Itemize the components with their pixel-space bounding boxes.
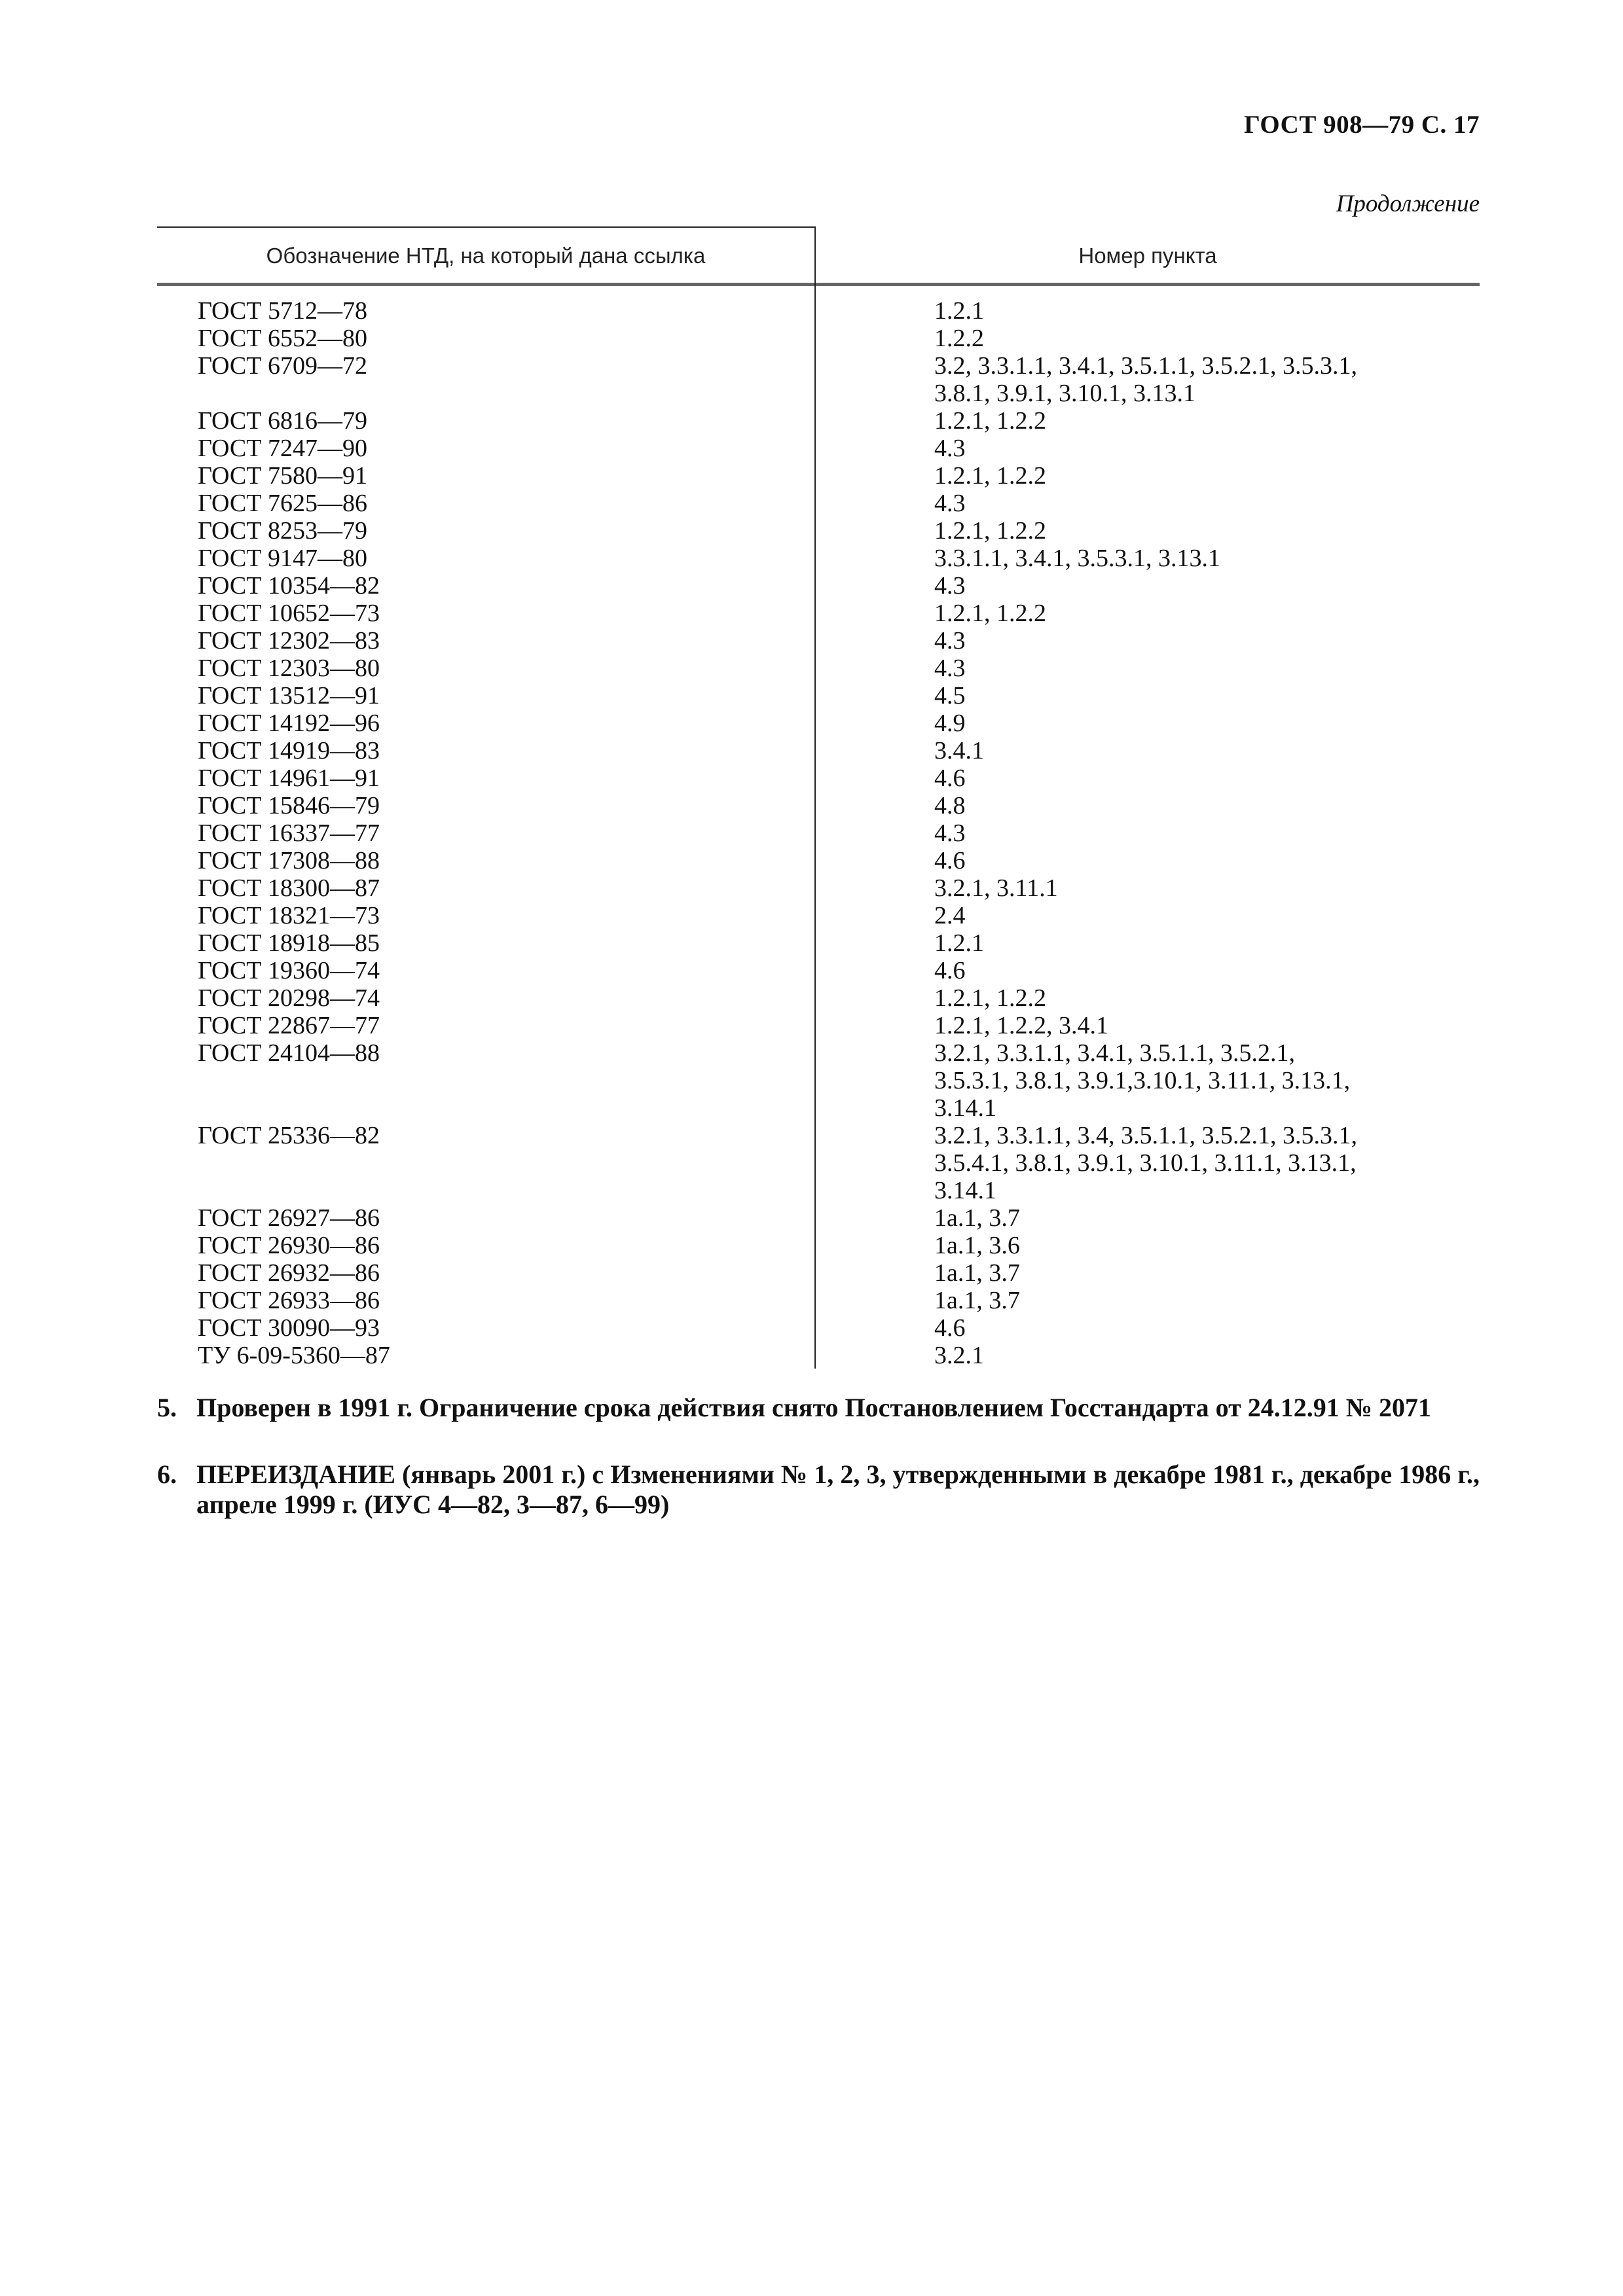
continuation-label: Продолжение bbox=[1336, 190, 1480, 217]
notes-section bbox=[157, 1393, 1480, 1556]
table-row bbox=[157, 1232, 1480, 1259]
document-designation: ГОСТ 15846—79 bbox=[198, 792, 380, 819]
clause-numbers: 4.6 bbox=[934, 764, 966, 792]
table-row bbox=[157, 1122, 1480, 1149]
clause-numbers: 4.3 bbox=[934, 819, 966, 847]
clause-numbers: 3.2.1 bbox=[934, 1342, 984, 1369]
document-designation: ГОСТ 25336—82 bbox=[198, 1122, 380, 1149]
table-row bbox=[157, 1067, 1480, 1094]
clause-numbers: 1а.1, 3.6 bbox=[934, 1232, 1020, 1259]
table-row bbox=[157, 957, 1480, 984]
clause-numbers: 2.4 bbox=[934, 902, 966, 929]
table-row bbox=[157, 627, 1480, 655]
clause-numbers: 3.14.1 bbox=[934, 1177, 996, 1204]
document-designation: ГОСТ 10652—73 bbox=[198, 600, 380, 627]
column-header-clause: Номер пункта bbox=[1078, 243, 1217, 268]
table-row bbox=[157, 655, 1480, 682]
document-designation: ГОСТ 5712—78 bbox=[198, 297, 367, 325]
table-row bbox=[157, 435, 1480, 462]
clause-numbers: 3.3.1.1, 3.4.1, 3.5.3.1, 3.13.1 bbox=[934, 545, 1220, 572]
table-row bbox=[157, 984, 1480, 1012]
table-row bbox=[157, 1012, 1480, 1039]
document-designation: ГОСТ 26932—86 bbox=[198, 1259, 380, 1287]
table-row bbox=[157, 600, 1480, 627]
document-designation: ГОСТ 19360—74 bbox=[198, 957, 380, 984]
table-row bbox=[157, 1094, 1480, 1122]
note-number: 6. bbox=[157, 1460, 177, 1489]
document-designation: ГОСТ 14961—91 bbox=[198, 764, 380, 792]
document-designation: ГОСТ 16337—77 bbox=[198, 819, 380, 847]
clause-numbers: 4.3 bbox=[934, 572, 966, 600]
table-row bbox=[157, 490, 1480, 517]
clause-numbers: 3.2, 3.3.1.1, 3.4.1, 3.5.1.1, 3.5.2.1, 3.5.3.1, bbox=[934, 352, 1357, 380]
document-designation: ГОСТ 6552—80 bbox=[198, 325, 367, 352]
clause-numbers: 4.3 bbox=[934, 490, 966, 517]
document-designation: ГОСТ 7580—91 bbox=[198, 462, 367, 490]
table-row bbox=[157, 572, 1480, 600]
document-designation: ГОСТ 24104—88 bbox=[198, 1039, 380, 1067]
table-row bbox=[157, 1177, 1480, 1204]
table-row bbox=[157, 352, 1480, 380]
note-item bbox=[157, 1393, 1480, 1423]
clause-numbers: 1.2.2 bbox=[934, 325, 984, 352]
clause-numbers: 1.2.1, 1.2.2 bbox=[934, 600, 1046, 627]
clause-numbers: 1.2.1, 1.2.2 bbox=[934, 517, 1046, 545]
document-designation: ГОСТ 14919—83 bbox=[198, 737, 380, 764]
document-designation: ГОСТ 18300—87 bbox=[198, 874, 380, 902]
clause-numbers: 1а.1, 3.7 bbox=[934, 1204, 1020, 1232]
table-row bbox=[157, 902, 1480, 929]
header-bottom-rule bbox=[157, 283, 1480, 286]
table-row bbox=[157, 462, 1480, 490]
clause-numbers: 3.5.4.1, 3.8.1, 3.9.1, 3.10.1, 3.11.1, 3.13.1, bbox=[934, 1149, 1357, 1177]
table-row bbox=[157, 1314, 1480, 1342]
clause-numbers: 3.5.3.1, 3.8.1, 3.9.1,3.10.1, 3.11.1, 3.13.1, bbox=[934, 1067, 1351, 1094]
note-item bbox=[157, 1460, 1480, 1520]
document-designation: ГОСТ 6709—72 bbox=[198, 352, 367, 380]
document-designation: ГОСТ 26930—86 bbox=[198, 1232, 380, 1259]
table-body bbox=[157, 297, 1480, 1369]
table-row bbox=[157, 1342, 1480, 1369]
page-header: ГОСТ 908—79 С. 17 bbox=[1244, 111, 1480, 139]
document-designation bbox=[157, 1177, 814, 1204]
document-designation: ГОСТ 9147—80 bbox=[198, 545, 367, 572]
document-designation: ГОСТ 20298—74 bbox=[198, 984, 380, 1012]
document-designation bbox=[157, 380, 814, 407]
clause-numbers: 4.3 bbox=[934, 655, 966, 682]
clause-numbers: 4.9 bbox=[934, 709, 966, 737]
document-designation: ГОСТ 10354—82 bbox=[198, 572, 380, 600]
clause-numbers: 4.5 bbox=[934, 682, 966, 709]
clause-numbers: 4.6 bbox=[934, 957, 966, 984]
clause-numbers: 1а.1, 3.7 bbox=[934, 1287, 1020, 1314]
document-designation: ТУ 6-09-5360—87 bbox=[198, 1342, 390, 1369]
document-designation: ГОСТ 18321—73 bbox=[198, 902, 380, 929]
document-designation bbox=[157, 1149, 814, 1177]
table-row bbox=[157, 874, 1480, 902]
clause-numbers: 3.2.1, 3.11.1 bbox=[934, 874, 1058, 902]
clause-numbers: 4.3 bbox=[934, 627, 966, 655]
clause-numbers: 1.2.1, 1.2.2, 3.4.1 bbox=[934, 1012, 1108, 1039]
table-row bbox=[157, 325, 1480, 352]
clause-numbers: 1.2.1 bbox=[934, 929, 984, 957]
clause-numbers: 3.2.1, 3.3.1.1, 3.4.1, 3.5.1.1, 3.5.2.1, bbox=[934, 1039, 1295, 1067]
clause-numbers: 1.2.1, 1.2.2 bbox=[934, 462, 1046, 490]
table-row bbox=[157, 1287, 1480, 1314]
table-row bbox=[157, 407, 1480, 435]
document-designation: ГОСТ 30090—93 bbox=[198, 1314, 380, 1342]
clause-numbers: 3.14.1 bbox=[934, 1094, 996, 1122]
clause-numbers: 4.3 bbox=[934, 435, 966, 462]
clause-numbers: 3.2.1, 3.3.1.1, 3.4, 3.5.1.1, 3.5.2.1, 3.5.3.1, bbox=[934, 1122, 1357, 1149]
document-designation: ГОСТ 6816—79 bbox=[198, 407, 367, 435]
document-designation bbox=[157, 1094, 814, 1122]
document-designation: ГОСТ 14192—96 bbox=[198, 709, 380, 737]
document-designation: ГОСТ 8253—79 bbox=[198, 517, 367, 545]
document-designation: ГОСТ 12303—80 bbox=[198, 655, 380, 682]
document-designation: ГОСТ 7247—90 bbox=[198, 435, 367, 462]
table-top-rule bbox=[157, 226, 814, 228]
document-designation: ГОСТ 26933—86 bbox=[198, 1287, 380, 1314]
clause-numbers: 4.8 bbox=[934, 792, 966, 819]
document-designation: ГОСТ 18918—85 bbox=[198, 929, 380, 957]
table-row bbox=[157, 517, 1480, 545]
table-row bbox=[157, 1149, 1480, 1177]
table-row bbox=[157, 682, 1480, 709]
document-designation: ГОСТ 13512—91 bbox=[198, 682, 380, 709]
clause-numbers: 3.4.1 bbox=[934, 737, 984, 764]
table-row bbox=[157, 1204, 1480, 1232]
table-row bbox=[157, 1039, 1480, 1067]
table-row bbox=[157, 792, 1480, 819]
table-row bbox=[157, 709, 1480, 737]
clause-numbers: 4.6 bbox=[934, 1314, 966, 1342]
document-designation bbox=[157, 1067, 814, 1094]
clause-numbers: 3.8.1, 3.9.1, 3.10.1, 3.13.1 bbox=[934, 380, 1195, 407]
document-designation: ГОСТ 26927—86 bbox=[198, 1204, 380, 1232]
table-row bbox=[157, 819, 1480, 847]
table-row bbox=[157, 737, 1480, 764]
document-designation: ГОСТ 22867—77 bbox=[198, 1012, 380, 1039]
clause-numbers: 1.2.1, 1.2.2 bbox=[934, 407, 1046, 435]
document-designation: ГОСТ 7625—86 bbox=[198, 490, 367, 517]
clause-numbers: 1.2.1, 1.2.2 bbox=[934, 984, 1046, 1012]
column-header-document: Обозначение НТД, на который дана ссылка bbox=[266, 243, 706, 268]
clause-numbers: 4.6 bbox=[934, 847, 966, 874]
table-row bbox=[157, 297, 1480, 325]
document-designation: ГОСТ 17308—88 bbox=[198, 847, 380, 874]
clause-numbers: 1.2.1 bbox=[934, 297, 984, 325]
table-row bbox=[157, 929, 1480, 957]
table-row bbox=[157, 764, 1480, 792]
table-row bbox=[157, 847, 1480, 874]
table-row bbox=[157, 545, 1480, 572]
note-number: 5. bbox=[157, 1393, 177, 1422]
table-row bbox=[157, 1259, 1480, 1287]
table-row bbox=[157, 380, 1480, 407]
note-text: ПЕРЕИЗДАНИЕ (январь 2001 г.) с Изменениями № 1, 2, 3, утвержденными в декабре 1981 г., декабре 1986 г., апреле 1999 г. (ИУС 4—82, 3—87, 6—99) bbox=[196, 1460, 1480, 1519]
note-text: Проверен в 1991 г. Ограничение срока действия снято Постановлением Госстандарта от 24.12.91 № 2071 bbox=[196, 1393, 1431, 1422]
document-designation: ГОСТ 12302—83 bbox=[198, 627, 380, 655]
clause-numbers: 1а.1, 3.7 bbox=[934, 1259, 1020, 1287]
